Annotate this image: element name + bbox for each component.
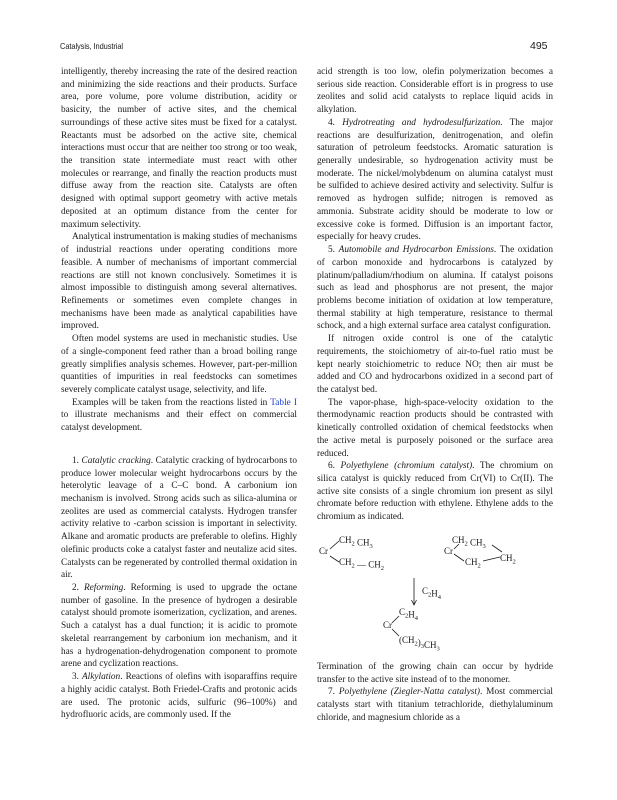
item-title: Alkylation [82, 672, 121, 683]
right-column [317, 66, 553, 724]
paragraph: Often model systems are used in mechanistic studies. Use of a single-component feed rather than a broad boiling range greatly simplifies analysis schemes. However, part-per-million quantities of impurities in real feedstocks can sometimes severely complicate catalyst usage, selectivity, and life. [61, 334, 297, 395]
list-item: 1. Catalytic cracking. Catalytic cracking of hydrocarbons to produce lower molecular weight hydrocarbons occurs by the heterolytic leavage of a C–C bond. A carbonium ion mechanism is involved. Strong acids such as silica-alumina or zeolites are used as commercial catalysts. Hydrogen transfer activity relative to -carbon scission is important in selectivity. Alkane and aromatic products are preferable to olefins. Highly olefinic products coke a catalyst faster and neutalize acid sites. Catalysts can be regenerated by controlled thermal oxidation in air. [61, 455, 297, 581]
cr-label: Cr [383, 619, 392, 630]
ch2-label: $CH_2$ [465, 556, 481, 570]
item-title: Polyethylene (chromium catalyst) [340, 461, 473, 472]
paragraph: intelligently, thereby increasing the rate of the desired reaction and minimizing the side reactions and their products. Surface area, pore volume, pore volume distribution, acidity or basicity, the number of active sites, and the chemical surroundings of these active sites must be fixed for a catalyst. Reactants must be adsorbed on the active site, chemical interactions must occur that are neither too strong or too weak, the transition state intermediate must react with other molecules or rearrange, and finally the reaction products must diffuse away from the reaction site. Catalysts are often designed with optimal support geometry with active metals deposited at an optimum distance from the center for maximum selectivity. [61, 67, 297, 230]
paragraph: Analytical instrumentation is making studies of mechanisms of industrial reactions under operating conditions more feasible. A number of mechanisms of important commercial reactions are still not known conclusively. Sometimes it is almost impossible to distinguish among several alternatives. Refinements or sometimes even complete changes in mechanisms have been made as analytical capabilities have improved. [61, 232, 297, 332]
bond-line [492, 545, 502, 552]
list-item: 7. Polyethylene (Ziegler-Natta catalyst). Most commercial catalysts start with titanium tetrachloride, diethylaluminum chloride, and magnesium chloride as a [317, 687, 554, 723]
table-reference-link[interactable]: Table I [270, 397, 298, 408]
list-item: 4. Hydrotreating and hydrodesulfurization. The major reactions are desulfurization, denitrogenation, and olefin saturation of petroleum feedstocks. Aromatic saturation is generally undesirable, so hydrogenation activity must be moderate. The nickel/molybdenum on alumina catalyst must be sulfided to achieve desired activity and selectivity. Sulfur is removed as hydrogen sulfide; nitrogen is removed as ammonia. Substrate acidity should be moderate to low or excessive coke is formed. Diffusion is an important factor, especially for heavy crudes. [317, 117, 553, 243]
list-item: 6. Polyethylene (chromium catalyst). The chromium on silica catalyst is quickly reduced from Cr(VI) to Cr(II). The active site consists of a single chromium ion present as silyl chromate before reduction with ethylene. Ethylene adds to the chromium as indicated. [317, 461, 554, 523]
item-title: Catalytic cracking [81, 455, 151, 466]
c2h4-label: $C_2H_4$ [399, 606, 419, 622]
bond-line [330, 556, 339, 562]
paragraph: If nitrogen oxide control is one of the catalytic requirements, the stoichiometry of air-to-fuel ratio must be kept nearly stoichiometric to reduce NO; then air must be added and CO and hydrocarbons oxidized in a second part of the catalyst bed. [317, 334, 553, 395]
list-item: 2. Reforming. Reforming is used to upgrade the octane number of gasoline. In the presence of hydrogen a desirable catalyst should promote isomerization, cyclization, and arenes. Such a catalyst has a dual function; it is acidic to promote skeletal rearrangement by carbonium ion mechanism, and it has a hydrogenation-dehydrogenation component to promote arene and cyclization reactions. [61, 583, 298, 670]
mechanism-svg [317, 528, 553, 653]
item-title: Hydrotreating and hydrodesulfurization [342, 117, 501, 128]
ch2-label: $CH_2$ [500, 552, 516, 566]
page-number: 495 [530, 40, 548, 52]
item-title: Polyethylene (Ziegler-Natta catalyst) [338, 687, 481, 698]
ch2ch3-label: $CH_2$ $CH_3$ [339, 534, 373, 550]
paragraph: Examples will be taken from the reactions listed in Table I to illustrate mechanisms and their effect on commercial catalyst development. [61, 397, 298, 434]
bond-line [483, 557, 500, 561]
left-column [61, 66, 297, 722]
list-item: 3. Alkylation. Reactions of olefins with isoparaffins require a highly acidic catalyst. Both Friedel-Crafts and protonic acids are used. The protonic acids, sulfuric (96–100%) and hydrofluoric acids, are commonly used. If the [61, 672, 297, 721]
paragraph: acid strength is too low, olefin polymerization becomes a serious side reaction. Considerable effort is in progress to use zeolites and solid acid catalysts to replace liquid acids in alkylation. [317, 67, 553, 116]
paragraph: Termination of the growing chain can occur by hydride transfer to the active site instead of to the monomer. [317, 661, 553, 685]
bond-line [392, 629, 399, 636]
paragraph: The vapor-phase, high-space-velocity oxidation to the thermodynamic reaction products should be contrasted with kinetically controlled oxidation of chemical feedstocks when the active metal is purposely poisoned or the surface area reduced. [317, 397, 553, 459]
bond-line [454, 554, 464, 561]
item-title: Automobile and Hydrocarbon Emissions [338, 245, 494, 256]
running-header: Catalysis, Industrial [60, 41, 124, 51]
ethylene-reagent-label: $C_2H_4$ [422, 585, 442, 601]
bond-line [330, 541, 339, 549]
bond-line [392, 616, 399, 623]
list-item: 5. Automobile and Hydrocarbon Emissions. The oxidation of carbon monoxide and hydrocarbons is catalyzed by platinum/palladium/rhodium on alumina. If catalyst poisons such as lead and phosphorus are not present, the major problems become initiation of oxidation at low temperature, thermal stability at high temperature, resistance to thermal schock, and a high external surface area catalyst configuration. [317, 245, 553, 332]
item-title: Reforming [84, 583, 124, 594]
chemical-mechanism-diagram [317, 528, 553, 653]
chain-label: $(CH_2)_3CH_3$ [399, 634, 440, 653]
cr-label: Cr [319, 545, 328, 556]
ch2-ch2-label: $CH_2$ — $CH_2$ [339, 556, 385, 572]
cr-label: Cr [444, 545, 453, 556]
ch2ch3-label: $CH_2$ $CH_3$ [452, 534, 486, 550]
